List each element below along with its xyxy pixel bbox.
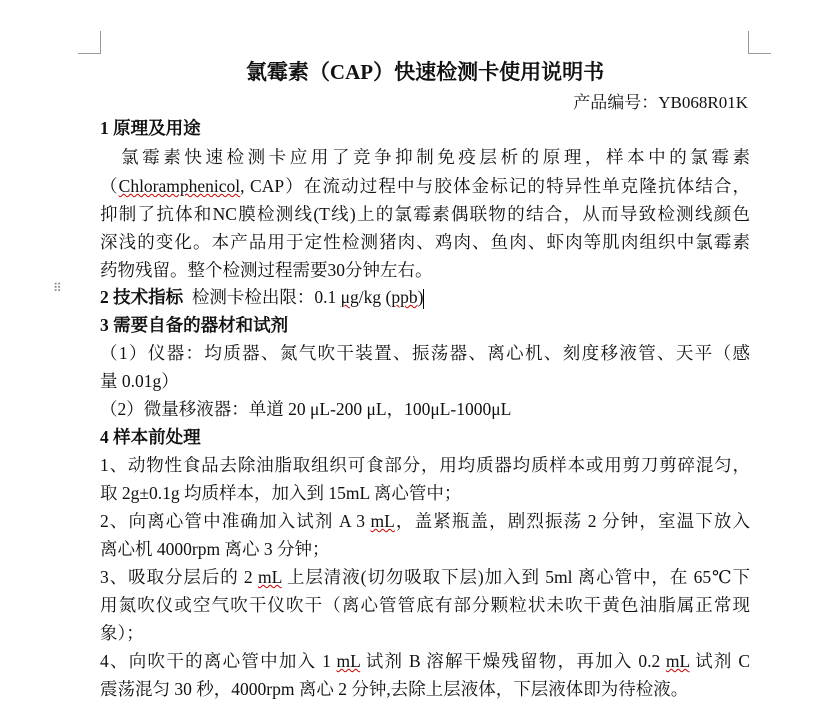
text: ) <box>417 287 424 307</box>
paragraph-line: 震荡混匀 30 秒，4000rpm 离心 2 分钟,去除上层液体，下层液体即为待检液。 <box>100 679 689 699</box>
paragraph-line: （1）仪器：均质器、氮气吹干装置、振荡器、离心机、刻度移液管、天平（感 <box>100 343 750 363</box>
page-corner-mark <box>748 31 771 54</box>
text: （ <box>100 176 119 196</box>
text: 试剂 B 溶解干燥残留物，再加入 0.2 <box>360 651 666 671</box>
text: 试剂 C <box>689 651 751 671</box>
paragraph-line: 量 0.01g） <box>100 371 179 391</box>
text: , CAP）在流动过程中与胶体金标记的特异性单克隆抗体结合， <box>240 176 750 196</box>
paragraph-line: 取 2g±0.1g 均质样本，加入到 15mL 离心管中； <box>100 483 462 503</box>
spellcheck-word: mL <box>257 567 282 587</box>
paragraph-line <box>100 174 750 198</box>
paragraph-line <box>100 509 750 533</box>
spellcheck-word: mL <box>370 511 395 531</box>
paragraph-line <box>100 565 750 589</box>
text: 3、吸取分层后的 2 <box>100 567 258 587</box>
drag-handle-icon[interactable]: ⠿ <box>53 281 62 295</box>
text: /kg ( <box>358 287 392 307</box>
product-number: 产品编号：YB068R01K <box>573 93 748 112</box>
section-4-heading: 4 样本前处理 <box>100 427 201 447</box>
spellcheck-word: Chloramphenicol <box>118 176 241 196</box>
spellcheck-word: mL <box>336 651 361 671</box>
paragraph-line: 氯霉素快速检测卡应用了竞争抑制免疫层析的原理，样本中的氯霉素 <box>100 147 750 167</box>
section-1-heading: 1 原理及用途 <box>100 118 201 138</box>
paragraph-line: 象）； <box>100 623 144 643</box>
text: 4、向吹干的离心管中加入 1 <box>100 651 337 671</box>
paragraph-line: 药物残留。整个检测过程需要30分钟左右。 <box>100 260 433 280</box>
spellcheck-word: μg <box>340 287 359 307</box>
paragraph-line: 1、动物性食品去除油脂取组织可食部分，用均质器均质样本或用剪刀剪碎混匀， <box>100 455 750 475</box>
text: 2、向离心管中准确加入试剂 A 3 <box>100 511 371 531</box>
paragraph-line: （2）微量移液器：单道 20 μL-200 μL，100μL-1000μL <box>100 399 512 419</box>
text-cursor <box>423 289 424 309</box>
paragraph-line <box>100 649 750 673</box>
page-corner-mark <box>78 31 101 54</box>
paragraph-line: 离心机 4000rpm 离心 3 分钟； <box>100 539 330 559</box>
spellcheck-word: ppb <box>391 287 418 307</box>
document-title: 氯霉素（CAP）快速检测卡使用说明书 <box>245 60 605 84</box>
text: ，盖紧瓶盖，剧烈振荡 2 分钟，室温下放入 <box>394 511 751 531</box>
paragraph-line: 抑制了抗体和NC膜检测线(T线)上的氯霉素偶联物的结合，从而导致检测线颜色 <box>100 204 750 224</box>
paragraph-line: 深浅的变化。本产品用于定性检测猪肉、鸡肉、鱼肉、虾肉等肌肉组织中氯霉素 <box>100 232 750 252</box>
spellcheck-word: mL <box>665 651 690 671</box>
text: 上层清液(切勿吸取下层)加入到 5ml 离心管中，在 65℃下 <box>281 567 750 587</box>
section-2-line[interactable] <box>100 285 750 309</box>
text: 检测卡检出限：0.1 <box>191 287 341 307</box>
paragraph-line: 用氮吹仪或空气吹干仪吹干（离心管管底有部分颗粒状未吹干黄色油脂属正常现 <box>100 595 750 615</box>
section-3-heading: 3 需要自备的器材和试剂 <box>100 315 289 335</box>
section-2-heading: 2 技术指标 <box>100 287 184 307</box>
